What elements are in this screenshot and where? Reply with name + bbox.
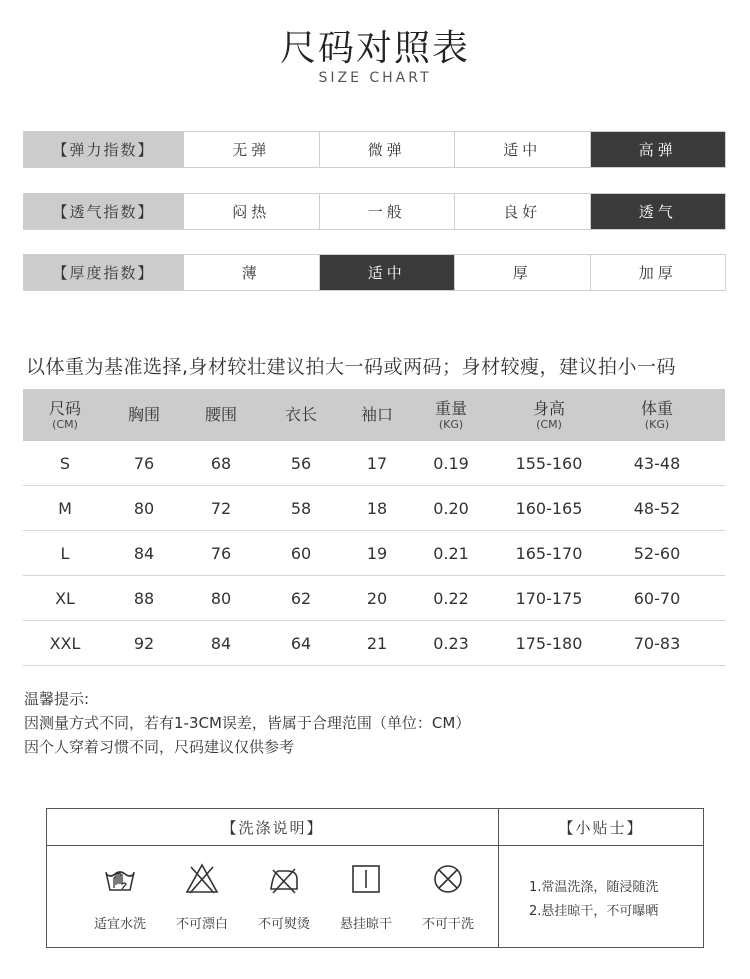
table-cell: 62: [290, 588, 312, 608]
table-body: [23, 441, 725, 666]
table-cell: 52-60: [633, 543, 681, 563]
care-item: [243, 862, 325, 932]
table-cell: XXL: [49, 633, 81, 653]
table-cell: 160-165: [515, 498, 583, 518]
index-option: 高弹: [590, 132, 726, 167]
column-header-unit: (KG): [438, 417, 464, 431]
column-header: [609, 400, 705, 431]
table-cell: 0.19: [433, 453, 469, 473]
table-cell: 60: [290, 543, 312, 563]
index-option: 厚: [454, 255, 590, 290]
index-row: [23, 131, 726, 168]
table-cell: 58: [290, 498, 312, 518]
care-label: 不可漂白: [175, 917, 228, 932]
care-item: [161, 862, 243, 932]
tips-title: 温馨提示:: [24, 690, 90, 708]
table-cell: 64: [290, 633, 312, 653]
column-header-name: 胸围: [127, 405, 160, 424]
table-header: [23, 389, 725, 441]
care-label: 不可熨烫: [257, 917, 310, 932]
care-item: [79, 862, 161, 932]
hang-dry-icon: [349, 862, 383, 900]
table-cell: 70-83: [633, 633, 681, 653]
column-header: [341, 406, 413, 424]
column-header: [413, 400, 489, 431]
table-row: [23, 621, 725, 666]
care-tip-1: 1.常温洗涤，随浸随洗: [529, 880, 659, 895]
care-label: 悬挂晾干: [339, 917, 392, 932]
no-bleach-icon: [185, 862, 219, 900]
no-iron-icon: [267, 862, 301, 900]
table-cell: 56: [290, 453, 312, 473]
index-option: 透气: [590, 194, 726, 229]
index-option: 一般: [319, 194, 455, 229]
wash-instructions: [47, 809, 499, 947]
table-row: [23, 576, 725, 621]
care-label: 适宜水洗: [93, 917, 146, 932]
table-cell: 19: [366, 543, 388, 563]
column-header-name: 袖口: [360, 405, 393, 424]
table-cell: 18: [366, 498, 388, 518]
column-header-name: 腰围: [204, 405, 237, 424]
column-header: [23, 400, 107, 431]
index-label: 【弹力指数】: [24, 132, 183, 167]
wash-icons: [47, 846, 498, 932]
size-table: [23, 389, 725, 666]
index-row: [23, 254, 726, 291]
index-row: [23, 193, 726, 230]
table-cell: M: [58, 498, 72, 518]
wash-title: 【洗涤说明】: [47, 809, 498, 846]
table-cell: 17: [366, 453, 388, 473]
no-dry-clean-icon: [431, 862, 465, 900]
table-cell: 48-52: [633, 498, 681, 518]
table-cell: 60-70: [633, 588, 681, 608]
index-option: 薄: [183, 255, 319, 290]
care-tip-2: 2.悬挂晾干，不可曝晒: [529, 904, 659, 919]
index-option: 微弹: [319, 132, 455, 167]
table-row: [23, 441, 725, 486]
column-header-name: 身高: [532, 398, 565, 418]
table-cell: 68: [210, 453, 232, 473]
care-box: [46, 808, 704, 948]
table-cell: 0.23: [433, 633, 469, 653]
table-cell: 76: [133, 453, 155, 473]
column-header-name: 尺码: [48, 398, 81, 418]
column-header: [261, 406, 341, 424]
column-header: [107, 406, 181, 424]
column-header-name: 体重: [640, 398, 673, 418]
table-cell: 80: [133, 498, 155, 518]
tips-section: [24, 687, 470, 759]
table-cell: 72: [210, 498, 232, 518]
index-option: 无弹: [183, 132, 319, 167]
care-item: [325, 862, 407, 932]
table-cell: 170-175: [515, 588, 583, 608]
table-cell: XL: [55, 588, 75, 608]
table-cell: S: [59, 453, 71, 473]
table-cell: 21: [366, 633, 388, 653]
column-header: [489, 400, 609, 431]
tips-box-title: 【小贴士】: [499, 809, 703, 846]
table-cell: 84: [210, 633, 232, 653]
index-option: 闷热: [183, 194, 319, 229]
index-option: 适中: [454, 132, 590, 167]
index-option: 加厚: [590, 255, 726, 290]
column-header-name: 衣长: [284, 405, 317, 424]
column-header-name: 重量: [434, 398, 467, 418]
table-cell: 43-48: [633, 453, 681, 473]
table-row: [23, 486, 725, 531]
table-row: [23, 531, 725, 576]
column-header-unit: (KG): [644, 417, 670, 431]
table-cell: 0.21: [433, 543, 469, 563]
index-option: 适中: [319, 255, 455, 290]
table-cell: 175-180: [515, 633, 583, 653]
table-cell: 165-170: [515, 543, 583, 563]
table-cell: 92: [133, 633, 155, 653]
page-subtitle: SIZE CHART: [318, 70, 432, 86]
hand-wash-icon: [103, 862, 137, 900]
table-cell: 80: [210, 588, 232, 608]
tips-line-2: 因个人穿着习惯不同，尺码建议仅供参考: [24, 738, 295, 756]
tips-box: [499, 809, 703, 947]
care-label: 不可干洗: [421, 917, 474, 932]
tips-line-1: 因测量方式不同，若有1-3CM误差，皆属于合理范围（单位：CM）: [24, 714, 471, 732]
column-header-unit: (CM): [536, 417, 562, 431]
table-cell: 76: [210, 543, 232, 563]
index-option: 良好: [454, 194, 590, 229]
table-cell: 0.22: [433, 588, 469, 608]
table-cell: L: [60, 543, 70, 563]
table-cell: 155-160: [515, 453, 583, 473]
table-cell: 84: [133, 543, 155, 563]
page-title: 尺码对照表: [279, 28, 470, 69]
index-label: 【厚度指数】: [24, 255, 183, 290]
column-header-unit: (CM): [52, 417, 78, 431]
care-item: [407, 862, 489, 932]
table-cell: 20: [366, 588, 388, 608]
table-cell: 88: [133, 588, 155, 608]
table-cell: 0.20: [433, 498, 469, 518]
index-label: 【透气指数】: [24, 194, 183, 229]
size-note: 以体重为基准选择,身材较壮建议拍大一码或两码；身材较瘦，建议拍小一码: [26, 356, 677, 378]
column-header: [181, 406, 261, 424]
